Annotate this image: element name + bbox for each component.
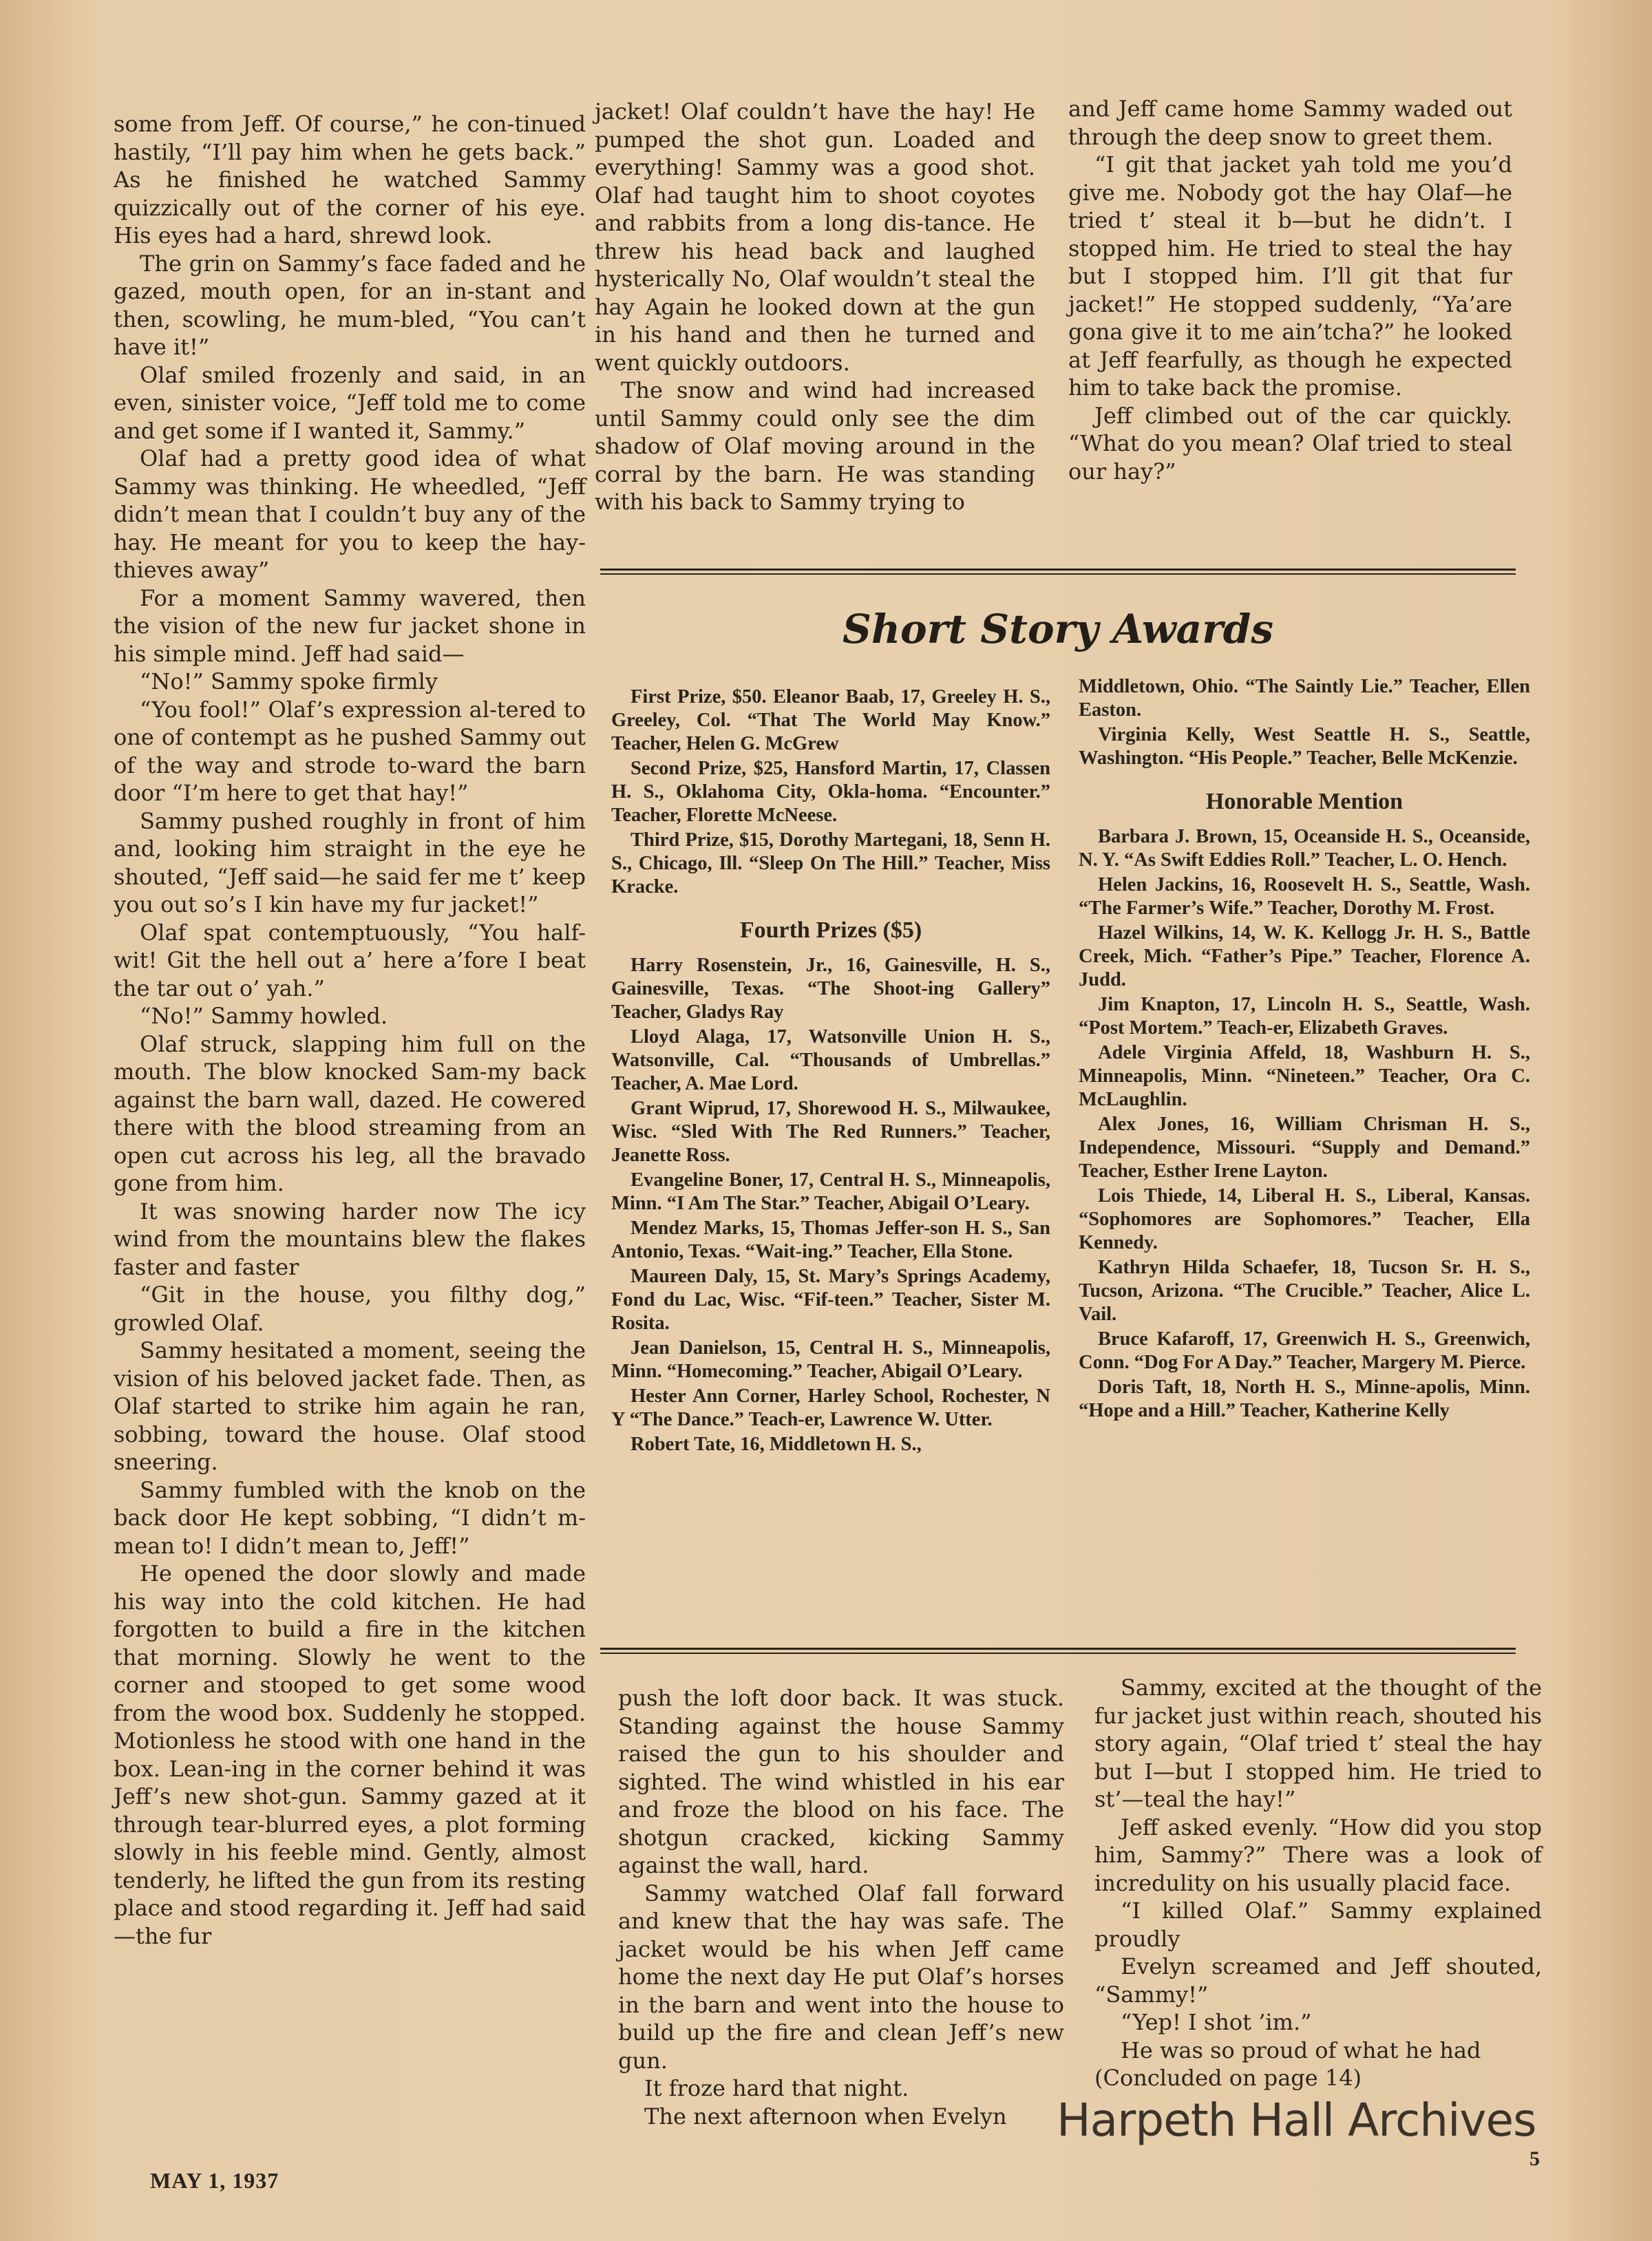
page-number: 5 bbox=[1529, 2147, 1540, 2170]
paragraph: “Git in the house, you filthy dog,” growled Olaf. bbox=[114, 1282, 586, 1336]
award-entry: Lois Thiede, 14, Liberal H. S., Liberal, Kansas. “Sophomores are Sophomores.” Teacher, Ella Kennedy. bbox=[1079, 1185, 1530, 1253]
paragraph: Olaf smiled frozenly and said, in an even, sinister voice, “Jeff told me to come and get some if I wanted it, Sammy.” bbox=[114, 361, 586, 444]
paragraph: “I killed Olaf.” Sammy explained proudly bbox=[1094, 1898, 1542, 1952]
award-entry: First Prize, $50. Eleanor Baab, 17, Greeley H. S., Greeley, Col. “That The World May Know.” Teacher, Helen G. McGrew bbox=[611, 686, 1050, 754]
paragraph: jacket! Olaf couldn’t have the hay! He pumped the shot gun. Loaded and everything! Sammy was a good shot. Olaf had taught him to shoot coyotes and rabbits from a long dis-tance. He threw his head back and laughed hysterically No, Olaf wouldn’t steal the hay Again he looked down at the gun in his hand and then he turned and went quickly outdoors. bbox=[595, 98, 1035, 376]
paragraph: “You fool!” Olaf’s expression al-tered to one of contempt as he pushed Sammy out of the way and strode to-ward the barn door “I’m here to get that hay!” bbox=[114, 696, 586, 806]
award-entry: Harry Rosenstein, Jr., 16, Gainesville, H. S., Gainesville, Texas. “The Shoot-ing Gallery” Teacher, Gladys Ray bbox=[611, 955, 1050, 1023]
paragraph: “Yep! I shot ’im.” bbox=[1121, 2009, 1312, 2035]
award-entry: Jean Danielson, 15, Central H. S., Minneapolis, Minn. “Homecoming.” Teacher, Abigail O’Leary. bbox=[611, 1337, 1050, 1382]
paragraph: Sammy, excited at the thought of the fur jacket just within reach, shouted his story again, “Olaf tried t’ steal the hay but I—but I stopped him. He tried to st’—teal the hay!” bbox=[1094, 1675, 1542, 1812]
award-entry: Middletown, Ohio. “The Saintly Lie.” Teacher, Ellen Easton. bbox=[1079, 676, 1530, 721]
paragraph: He opened the door slowly and made his way into the cold kitchen. He had forgotten to build a fire in the kitchen that morning. Slowly he went to the corner and stooped to get some wood from the wood box. Suddenly he stopped. Motionless he stood with one hand in the box. Lean-ing in the corner behind it was Jeff’s new shot-gun. Sammy gazed at it through tear-blurred eyes, a plot forming slowly in his feeble mind. Gently, almost tenderly, he lifted the gun from its resting place and stood regarding it. Jeff had said—the fur bbox=[114, 1560, 586, 1949]
awards-subheading: Fourth Prizes ($5) bbox=[739, 917, 922, 943]
award-entry: Hazel Wilkins, 14, W. K. Kellogg Jr. H. S., Battle Creek, Mich. “Father’s Pipe.” Teacher, Florence A. Judd. bbox=[1079, 922, 1530, 990]
story-column-left bbox=[114, 110, 586, 1950]
paragraph: (Concluded on page 14) bbox=[1094, 2065, 1362, 2091]
award-entry: Hester Ann Corner, Harley School, Rochester, N Y “The Dance.” Teach-er, Lawrence W. Utter. bbox=[611, 1385, 1050, 1430]
award-entry: Helen Jackins, 16, Roosevelt H. S., Seattle, Wash. “The Farmer’s Wife.” Teacher, Dorothy M. Frost. bbox=[1079, 874, 1530, 919]
award-entry: Second Prize, $25, Hansford Martin, 17, Classen H. S., Oklahoma City, Okla-homa. “Encounter.” Teacher, Florette McNeese. bbox=[611, 758, 1050, 826]
paragraph: Olaf struck, slapping him full on the mouth. The blow knocked Sam-my back against the barn wall, dazed. He cowered there with the blood streaming from an open cut across his leg, all the bravado gone from him. bbox=[114, 1030, 586, 1196]
award-entry: Alex Jones, 16, William Chrisman H. S., Independence, Missouri. “Supply and Demand.” Teacher, Esther Irene Layton. bbox=[1079, 1114, 1530, 1182]
paragraph: Sammy fumbled with the knob on the back door He kept sobbing, “I didn’t m-mean to! I didn’t mean to, Jeff!” bbox=[114, 1476, 586, 1559]
awards-subheading: Honorable Mention bbox=[1205, 789, 1404, 814]
paragraph: and Jeff came home Sammy waded out through the deep snow to greet them. bbox=[1068, 96, 1512, 150]
awards-column-right bbox=[1079, 675, 1530, 1424]
paragraph: “No!” Sammy howled. bbox=[140, 1003, 388, 1029]
paragraph: Evelyn screamed and Jeff shouted, “Sammy!” bbox=[1094, 1953, 1542, 2008]
story-column-middle-top bbox=[595, 98, 1035, 516]
paragraph: Sammy hesitated a moment, seeing the vision of his beloved jacket fade. Then, as Olaf started to strike him again he ran, sobbing, toward the house. Olaf stood sneering. bbox=[114, 1337, 586, 1475]
award-entry: Third Prize, $15, Dorothy Martegani, 18, Senn H. S., Chicago, Ill. “Sleep On The Hill.” Teacher, Miss Kracke. bbox=[611, 829, 1050, 898]
paragraph: Olaf had a pretty good idea of what Sammy was thinking. He wheedled, “Jeff didn’t mean that I couldn’t buy any of the hay. He meant for you to keep the hay-thieves away” bbox=[114, 445, 586, 583]
section-divider-top bbox=[600, 569, 1516, 575]
archive-watermark: Harpeth Hall Archives bbox=[1057, 2094, 1536, 2147]
award-entry: Adele Virginia Affeld, 18, Washburn H. S., Minneapolis, Minn. “Nineteen.” Teacher, Ora C. McLaughlin. bbox=[1079, 1042, 1530, 1110]
section-divider-bottom bbox=[600, 1648, 1516, 1654]
award-entry: Barbara J. Brown, 15, Oceanside H. S., Oceanside, N. Y. “As Swift Eddies Roll.” Teacher, L. O. Hench. bbox=[1079, 826, 1530, 871]
paragraph: He was so proud of what he had bbox=[1121, 2037, 1481, 2063]
paragraph: For a moment Sammy wavered, then the vision of the new fur jacket shone in his simple mind. Jeff had said— bbox=[114, 584, 586, 667]
story-column-right-bottom bbox=[1094, 1674, 1542, 2092]
award-entry: Virginia Kelly, West Seattle H. S., Seattle, Washington. “His People.” Teacher, Belle McKenzie. bbox=[1079, 724, 1530, 769]
awards-column-left bbox=[611, 686, 1050, 1458]
paragraph: It was snowing harder now The icy wind from the mountains blew the flakes faster and faster bbox=[114, 1198, 586, 1280]
paragraph: Sammy pushed roughly in front of him and, looking him straight in the eye he shouted, “Jeff said—he said fer me t’ keep you out so’s I kin have my fur jacket!” bbox=[114, 807, 586, 917]
paragraph: Jeff climbed out of the car quickly. “What do you mean? Olaf tried to steal our hay?” bbox=[1068, 402, 1512, 485]
award-entry: Bruce Kafaroff, 17, Greenwich H. S., Greenwich, Conn. “Dog For A Day.” Teacher, Margery M. Pierce. bbox=[1079, 1328, 1530, 1373]
award-entry: Doris Taft, 18, North H. S., Minne-apolis, Minn. “Hope and a Hill.” Teacher, Katherine Kelly bbox=[1079, 1377, 1530, 1421]
award-entry: Robert Tate, 16, Middletown H. S., bbox=[631, 1434, 922, 1455]
award-entry: Maureen Daly, 15, St. Mary’s Springs Academy, Fond du Lac, Wisc. “Fif-teen.” Teacher, Sister M. Rosita. bbox=[611, 1266, 1050, 1334]
paragraph: It froze hard that night. bbox=[644, 2075, 909, 2101]
paragraph: Sammy watched Olaf fall forward and knew that the hay was safe. The jacket would be his when Jeff came home the next day He put Olaf’s horses in the barn and went into the house to build up the fire and clean Jeff’s new gun. bbox=[618, 1880, 1064, 2074]
paragraph: Jeff asked evenly. “How did you stop him, Sammy?” There was a look of incredulity on his usually placid face. bbox=[1094, 1814, 1542, 1896]
paragraph: Olaf spat contemptuously, “You half-wit! Git the hell out a’ here a’fore I beat the tar out o’ yah.” bbox=[114, 919, 586, 1001]
issue-date: MAY 1, 1937 bbox=[150, 2168, 279, 2193]
story-column-middle-bottom bbox=[618, 1684, 1064, 2130]
award-entry: Kathryn Hilda Schaefer, 18, Tucson Sr. H. S., Tucson, Arizona. “The Crucible.” Teacher, Alice L. Vail. bbox=[1079, 1257, 1530, 1325]
award-entry: Grant Wiprud, 17, Shorewood H. S., Milwaukee, Wisc. “Sled With The Red Runners.” Teacher, Jeanette Ross. bbox=[611, 1098, 1050, 1166]
paragraph: “No!” Sammy spoke firmly bbox=[140, 668, 438, 694]
award-entry: Jim Knapton, 17, Lincoln H. S., Seattle, Wash. “Post Mortem.” Teach-er, Elizabeth Graves. bbox=[1079, 994, 1530, 1039]
story-column-right-top bbox=[1068, 95, 1512, 485]
award-entry: Mendez Marks, 15, Thomas Jeffer-son H. S., San Antonio, Texas. “Wait-ing.” Teacher, Ella Stone. bbox=[611, 1218, 1050, 1262]
award-entry: Lloyd Alaga, 17, Watsonville Union H. S., Watsonville, Cal. “Thousands of Umbrellas.” Teacher, A. Mae Lord. bbox=[611, 1026, 1050, 1094]
paragraph: some from Jeff. Of course,” he con-tinued hastily, “I’ll pay him when he gets back.” As he finished he watched Sammy quizzically out of the corner of his eye. His eyes had a hard, shrewd look. bbox=[114, 111, 586, 248]
paragraph: push the loft door back. It was stuck. Standing against the house Sammy raised the gun to his shoulder and sighted. The wind whistled in his ear and froze the blood on his face. The shotgun cracked, kicking Sammy against the wall, hard. bbox=[618, 1685, 1064, 1878]
paragraph: The grin on Sammy’s face faded and he gazed, mouth open, for an in-stant and then, scowling, he mum-bled, “You can’t have it!” bbox=[114, 250, 586, 360]
award-entry: Evangeline Boner, 17, Central H. S., Minneapolis, Minn. “I Am The Star.” Teacher, Abigail O’Leary. bbox=[611, 1169, 1050, 1214]
paragraph: The snow and wind had increased until Sammy could only see the dim shadow of Olaf moving around in the corral by the barn. He was standing with his back to Sammy trying to bbox=[595, 377, 1035, 515]
paragraph: “I git that jacket yah told me you’d give me. Nobody got the hay Olaf—he tried t’ steal it b—but he didn’t. I stopped him. He tried to steal the hay but I stopped him. I’ll git that fur jacket!” He stopped suddenly, “Ya’are gona give it to me ain’tcha?” he looked at Jeff fearfully, as though he expected him to take back the promise. bbox=[1068, 151, 1512, 401]
paragraph: The next afternoon when Evelyn bbox=[644, 2103, 1007, 2130]
awards-heading: Short Story Awards bbox=[842, 606, 1274, 652]
